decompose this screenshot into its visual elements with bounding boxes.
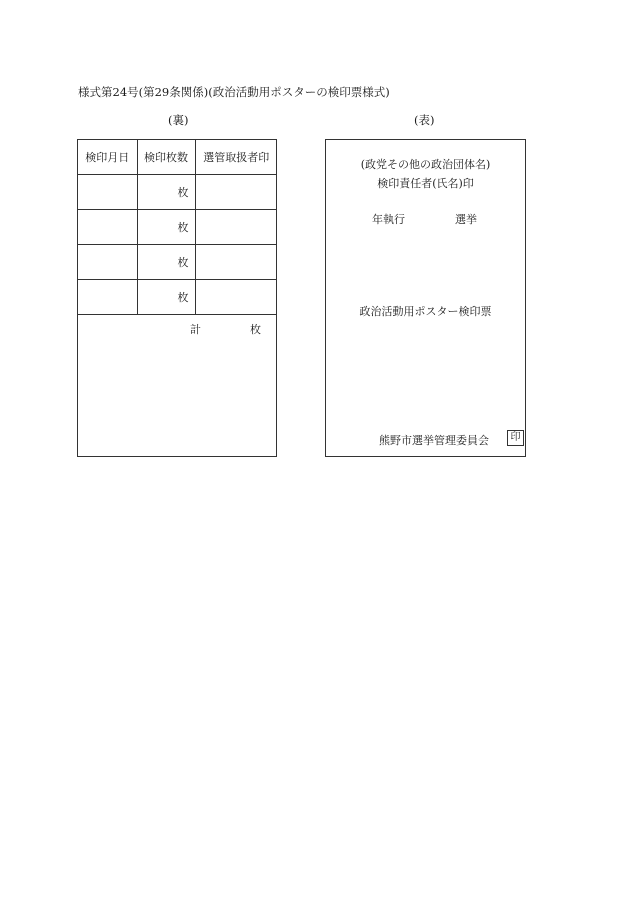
table-header-row xyxy=(78,140,277,175)
form-heading: 様式第24号(第29条関係)(政治活動用ポスターの検印票様式) xyxy=(78,85,390,99)
committee-name: 熊野市選挙管理委員会 xyxy=(379,434,489,447)
inspection-table xyxy=(78,140,277,315)
election-year-text: 年執行 xyxy=(372,213,405,226)
back-side-card xyxy=(77,139,277,457)
back-side-caption: (裏) xyxy=(168,113,189,127)
count-cell[interactable]: 枚 xyxy=(137,280,195,315)
table-row xyxy=(78,210,277,245)
total-label: 計 xyxy=(190,323,201,336)
header-count: 検印枚数 xyxy=(137,140,195,175)
header-stamp: 選管取扱者印 xyxy=(195,140,277,175)
front-side-caption: (表) xyxy=(414,113,435,127)
header-date: 検印月日 xyxy=(78,140,137,175)
stamp-cell[interactable] xyxy=(195,210,277,245)
front-side-card xyxy=(325,139,526,457)
table-row xyxy=(78,280,277,315)
poster-title: 政治活動用ポスター検印票 xyxy=(359,305,492,318)
date-cell[interactable] xyxy=(78,245,137,280)
seal-stamp: 印 xyxy=(507,430,524,446)
inspector-line: 検印責任者(氏名)印 xyxy=(377,177,474,190)
count-cell[interactable]: 枚 xyxy=(137,245,195,280)
date-cell[interactable] xyxy=(78,280,137,315)
stamp-cell[interactable] xyxy=(195,175,277,210)
date-cell[interactable] xyxy=(78,210,137,245)
count-cell[interactable]: 枚 xyxy=(137,210,195,245)
date-cell[interactable] xyxy=(78,175,137,210)
count-cell[interactable]: 枚 xyxy=(137,175,195,210)
total-unit: 枚 xyxy=(250,323,261,336)
table-row xyxy=(78,245,277,280)
party-name-line: (政党その他の政治団体名) xyxy=(360,158,491,171)
election-name-text: 選挙 xyxy=(455,213,477,226)
table-row xyxy=(78,175,277,210)
stamp-cell[interactable] xyxy=(195,280,277,315)
stamp-cell[interactable] xyxy=(195,245,277,280)
